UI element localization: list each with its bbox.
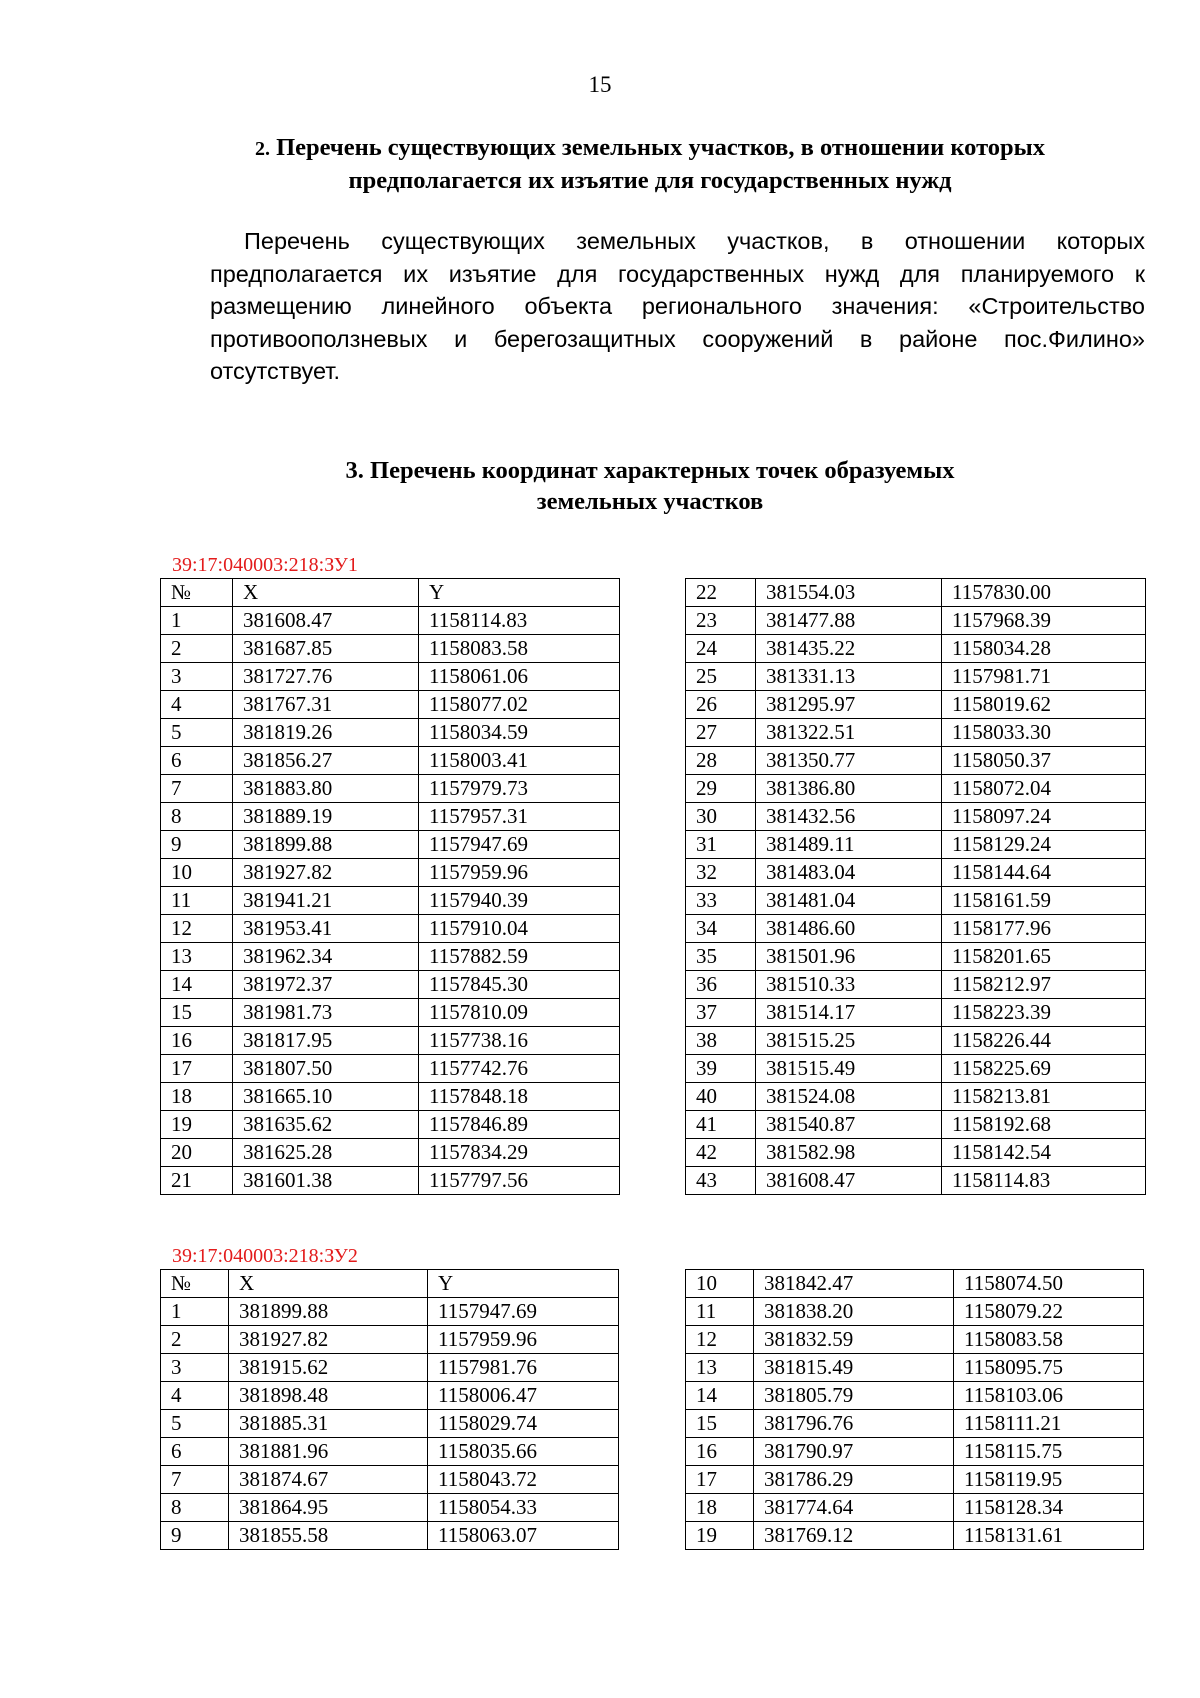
y-coordinate-cell: 1157845.30 — [419, 971, 620, 999]
x-coordinate-cell: 381515.25 — [756, 1027, 942, 1055]
table-row — [161, 719, 620, 747]
x-coordinate-cell: 381899.88 — [233, 831, 419, 859]
table-row — [686, 1382, 1144, 1410]
y-coordinate-cell: 1157981.76 — [428, 1354, 619, 1382]
x-coordinate-cell: 381898.48 — [229, 1382, 428, 1410]
y-coordinate-cell: 1158097.24 — [942, 803, 1146, 831]
point-number-cell: 43 — [686, 1167, 756, 1195]
x-coordinate-cell: 381953.41 — [233, 915, 419, 943]
point-number-cell: 1 — [161, 1298, 229, 1326]
table-row — [161, 1167, 620, 1195]
point-number-cell: 3 — [161, 663, 233, 691]
point-number-cell: 4 — [161, 1382, 229, 1410]
table-row — [161, 971, 620, 999]
table-row — [686, 1326, 1144, 1354]
y-coordinate-cell: 1157797.56 — [419, 1167, 620, 1195]
point-number-cell: 24 — [686, 635, 756, 663]
x-coordinate-cell: 381874.67 — [229, 1466, 428, 1494]
x-coordinate-cell: 381767.31 — [233, 691, 419, 719]
x-coordinate-cell: 381815.49 — [754, 1354, 954, 1382]
table-row — [686, 1522, 1144, 1550]
y-coordinate-cell: 1158226.44 — [942, 1027, 1146, 1055]
point-number-cell: 29 — [686, 775, 756, 803]
x-coordinate-cell: 381838.20 — [754, 1298, 954, 1326]
y-coordinate-cell: 1158050.37 — [942, 747, 1146, 775]
x-coordinate-cell: 381582.98 — [756, 1139, 942, 1167]
section-3-title — [160, 455, 1140, 517]
point-number-cell: 16 — [686, 1438, 754, 1466]
table-row — [686, 719, 1146, 747]
y-coordinate-cell: 1157830.00 — [942, 579, 1146, 607]
x-coordinate-cell: 381972.37 — [233, 971, 419, 999]
point-number-cell: 8 — [161, 1494, 229, 1522]
point-number-cell: 7 — [161, 1466, 229, 1494]
table-row — [686, 831, 1146, 859]
table-row — [686, 1270, 1144, 1298]
y-coordinate-cell: 1158034.28 — [942, 635, 1146, 663]
x-coordinate-cell: 381514.17 — [756, 999, 942, 1027]
y-coordinate-cell: 1158142.54 — [942, 1139, 1146, 1167]
y-coordinate-cell: 1158177.96 — [942, 915, 1146, 943]
point-number-cell: 17 — [686, 1466, 754, 1494]
x-coordinate-cell: 381435.22 — [756, 635, 942, 663]
point-number-cell: 22 — [686, 579, 756, 607]
point-number-cell: 6 — [161, 1438, 229, 1466]
section-3-title-line1: 3. Перечень координат характерных точек образуемых — [345, 457, 955, 484]
table-row — [161, 1382, 619, 1410]
point-number-cell: 11 — [161, 887, 233, 915]
table-row — [161, 1494, 619, 1522]
y-coordinate-cell: 1158061.06 — [419, 663, 620, 691]
y-coordinate-cell: 1158083.58 — [419, 635, 620, 663]
table-row — [686, 775, 1146, 803]
point-number-cell: 35 — [686, 943, 756, 971]
point-number-cell: 36 — [686, 971, 756, 999]
x-coordinate-cell: 381774.64 — [754, 1494, 954, 1522]
table-row — [161, 1522, 619, 1550]
x-coordinate-cell: 381331.13 — [756, 663, 942, 691]
coordinate-table-left — [160, 578, 620, 1195]
column-header: № — [161, 1270, 229, 1298]
y-coordinate-cell: 1157742.76 — [419, 1055, 620, 1083]
point-number-cell: 26 — [686, 691, 756, 719]
point-number-cell: 4 — [161, 691, 233, 719]
y-coordinate-cell: 1158128.34 — [954, 1494, 1144, 1522]
x-coordinate-cell: 381796.76 — [754, 1410, 954, 1438]
y-coordinate-cell: 1158213.81 — [942, 1083, 1146, 1111]
point-number-cell: 33 — [686, 887, 756, 915]
section-3-title-line2: земельных участков — [536, 488, 764, 515]
section-2-title-line1: Перечень существующих земельных участков, в отношении которых — [276, 134, 1046, 161]
point-number-cell: 7 — [161, 775, 233, 803]
x-coordinate-cell: 381524.08 — [756, 1083, 942, 1111]
point-number-cell: 9 — [161, 1522, 229, 1550]
point-number-cell: 30 — [686, 803, 756, 831]
x-coordinate-cell: 381481.04 — [756, 887, 942, 915]
y-coordinate-cell: 1158033.30 — [942, 719, 1146, 747]
column-header: X — [229, 1270, 428, 1298]
table-row — [686, 1410, 1144, 1438]
x-coordinate-cell: 381501.96 — [756, 943, 942, 971]
y-coordinate-cell: 1157940.39 — [419, 887, 620, 915]
x-coordinate-cell: 381432.56 — [756, 803, 942, 831]
point-number-cell: 23 — [686, 607, 756, 635]
x-coordinate-cell: 381515.49 — [756, 1055, 942, 1083]
page-number: 15 — [588, 72, 612, 97]
table-row — [161, 1410, 619, 1438]
y-coordinate-cell: 1158201.65 — [942, 943, 1146, 971]
y-coordinate-cell: 1157947.69 — [419, 831, 620, 859]
table-row — [686, 915, 1146, 943]
table-row — [161, 747, 620, 775]
x-coordinate-cell: 381601.38 — [233, 1167, 419, 1195]
table-row — [686, 1466, 1144, 1494]
table-row — [161, 999, 620, 1027]
y-coordinate-cell: 1158034.59 — [419, 719, 620, 747]
x-coordinate-cell: 381885.31 — [229, 1410, 428, 1438]
table-row — [161, 859, 620, 887]
y-coordinate-cell: 1157834.29 — [419, 1139, 620, 1167]
y-coordinate-cell: 1157959.96 — [428, 1326, 619, 1354]
x-coordinate-cell: 381540.87 — [756, 1111, 942, 1139]
point-number-cell: 14 — [161, 971, 233, 999]
point-number-cell: 37 — [686, 999, 756, 1027]
table-row — [161, 663, 620, 691]
point-number-cell: 38 — [686, 1027, 756, 1055]
x-coordinate-cell: 381805.79 — [754, 1382, 954, 1410]
table-row — [686, 1167, 1146, 1195]
x-coordinate-cell: 381889.19 — [233, 803, 419, 831]
x-coordinate-cell: 381727.76 — [233, 663, 419, 691]
y-coordinate-cell: 1157846.89 — [419, 1111, 620, 1139]
x-coordinate-cell: 381915.62 — [229, 1354, 428, 1382]
table-row — [686, 1111, 1146, 1139]
table-row — [686, 1027, 1146, 1055]
y-coordinate-cell: 1157738.16 — [419, 1027, 620, 1055]
x-coordinate-cell: 381386.80 — [756, 775, 942, 803]
column-header: Y — [419, 579, 620, 607]
section-2-paragraph: Перечень существующих земельных участков, в отношении которых предполагается их изъятие для государственных нужд для планируемого к размещению линейного объекта регионального значения: «Строительство противооползневых и берегозащитных сооружений в районе пос.Филино» отсутствует. — [210, 228, 1145, 384]
point-number-cell: 5 — [161, 1410, 229, 1438]
table-row — [161, 1438, 619, 1466]
x-coordinate-cell: 381665.10 — [233, 1083, 419, 1111]
point-number-cell: 18 — [686, 1494, 754, 1522]
y-coordinate-cell: 1158225.69 — [942, 1055, 1146, 1083]
x-coordinate-cell: 381350.77 — [756, 747, 942, 775]
y-coordinate-cell: 1157981.71 — [942, 663, 1146, 691]
x-coordinate-cell: 381832.59 — [754, 1326, 954, 1354]
x-coordinate-cell: 381842.47 — [754, 1270, 954, 1298]
point-number-cell: 8 — [161, 803, 233, 831]
x-coordinate-cell: 381687.85 — [233, 635, 419, 663]
x-coordinate-cell: 381856.27 — [233, 747, 419, 775]
point-number-cell: 16 — [161, 1027, 233, 1055]
point-number-cell: 20 — [161, 1139, 233, 1167]
x-coordinate-cell: 381486.60 — [756, 915, 942, 943]
point-number-cell: 40 — [686, 1083, 756, 1111]
table-row — [686, 1438, 1144, 1466]
table-row — [686, 971, 1146, 999]
point-number-cell: 12 — [161, 915, 233, 943]
y-coordinate-cell: 1158095.75 — [954, 1354, 1144, 1382]
section-2-title-line2: предполагается их изъятие для государственных нужд — [348, 167, 952, 194]
y-coordinate-cell: 1157959.96 — [419, 859, 620, 887]
table-header-row — [161, 1270, 619, 1298]
column-header: Y — [428, 1270, 619, 1298]
x-coordinate-cell: 381769.12 — [754, 1522, 954, 1550]
table-row — [161, 831, 620, 859]
y-coordinate-cell: 1158054.33 — [428, 1494, 619, 1522]
x-coordinate-cell: 381625.28 — [233, 1139, 419, 1167]
y-coordinate-cell: 1158114.83 — [419, 607, 620, 635]
point-number-cell: 28 — [686, 747, 756, 775]
x-coordinate-cell: 381489.11 — [756, 831, 942, 859]
point-number-cell: 19 — [161, 1111, 233, 1139]
point-number-cell: 39 — [686, 1055, 756, 1083]
table-row — [161, 943, 620, 971]
column-header: № — [161, 579, 233, 607]
y-coordinate-cell: 1157957.31 — [419, 803, 620, 831]
y-coordinate-cell: 1158119.95 — [954, 1466, 1144, 1494]
point-number-cell: 13 — [161, 943, 233, 971]
point-number-cell: 12 — [686, 1326, 754, 1354]
table-row — [161, 1466, 619, 1494]
x-coordinate-cell: 381477.88 — [756, 607, 942, 635]
point-number-cell: 3 — [161, 1354, 229, 1382]
x-coordinate-cell: 381864.95 — [229, 1494, 428, 1522]
x-coordinate-cell: 381962.34 — [233, 943, 419, 971]
y-coordinate-cell: 1157910.04 — [419, 915, 620, 943]
point-number-cell: 27 — [686, 719, 756, 747]
table-row — [686, 999, 1146, 1027]
y-coordinate-cell: 1157882.59 — [419, 943, 620, 971]
coordinate-table-left — [160, 1269, 619, 1550]
y-coordinate-cell: 1158161.59 — [942, 887, 1146, 915]
table-row — [161, 691, 620, 719]
point-number-cell: 19 — [686, 1522, 754, 1550]
table-row — [161, 775, 620, 803]
y-coordinate-cell: 1157979.73 — [419, 775, 620, 803]
point-number-cell: 41 — [686, 1111, 756, 1139]
point-number-cell: 2 — [161, 635, 233, 663]
point-number-cell: 21 — [161, 1167, 233, 1195]
y-coordinate-cell: 1158072.04 — [942, 775, 1146, 803]
y-coordinate-cell: 1158111.21 — [954, 1410, 1144, 1438]
table-row — [686, 663, 1146, 691]
point-number-cell: 15 — [686, 1410, 754, 1438]
table-row — [686, 1055, 1146, 1083]
table-row — [161, 607, 620, 635]
table-row — [161, 1083, 620, 1111]
table-row — [161, 1326, 619, 1354]
x-coordinate-cell: 381883.80 — [233, 775, 419, 803]
table-row — [686, 1354, 1144, 1382]
x-coordinate-cell: 381554.03 — [756, 579, 942, 607]
table-row — [161, 1354, 619, 1382]
point-number-cell: 18 — [161, 1083, 233, 1111]
point-number-cell: 5 — [161, 719, 233, 747]
y-coordinate-cell: 1158083.58 — [954, 1326, 1144, 1354]
y-coordinate-cell: 1158035.66 — [428, 1438, 619, 1466]
y-coordinate-cell: 1158115.75 — [954, 1438, 1144, 1466]
y-coordinate-cell: 1158212.97 — [942, 971, 1146, 999]
x-coordinate-cell: 381881.96 — [229, 1438, 428, 1466]
x-coordinate-cell: 381807.50 — [233, 1055, 419, 1083]
point-number-cell: 32 — [686, 859, 756, 887]
table-row — [686, 803, 1146, 831]
table-row — [161, 915, 620, 943]
point-number-cell: 9 — [161, 831, 233, 859]
column-header: X — [233, 579, 419, 607]
y-coordinate-cell: 1157810.09 — [419, 999, 620, 1027]
section-2-number: 2. — [254, 138, 270, 160]
y-coordinate-cell: 1158074.50 — [954, 1270, 1144, 1298]
plot-label: 39:17:040003:218:ЗУ2 — [172, 1245, 358, 1267]
table-row — [161, 1111, 620, 1139]
coordinate-table-right — [685, 1269, 1144, 1550]
x-coordinate-cell: 381295.97 — [756, 691, 942, 719]
y-coordinate-cell: 1158114.83 — [942, 1167, 1146, 1195]
table-row — [161, 1139, 620, 1167]
point-number-cell: 34 — [686, 915, 756, 943]
y-coordinate-cell: 1158103.06 — [954, 1382, 1144, 1410]
y-coordinate-cell: 1157968.39 — [942, 607, 1146, 635]
x-coordinate-cell: 381608.47 — [756, 1167, 942, 1195]
y-coordinate-cell: 1158029.74 — [428, 1410, 619, 1438]
y-coordinate-cell: 1158019.62 — [942, 691, 1146, 719]
point-number-cell: 10 — [686, 1270, 754, 1298]
table-row — [161, 887, 620, 915]
table-row — [161, 1027, 620, 1055]
point-number-cell: 13 — [686, 1354, 754, 1382]
x-coordinate-cell: 381817.95 — [233, 1027, 419, 1055]
plot-label: 39:17:040003:218:ЗУ1 — [172, 554, 358, 576]
x-coordinate-cell: 381855.58 — [229, 1522, 428, 1550]
y-coordinate-cell: 1158223.39 — [942, 999, 1146, 1027]
table-row — [161, 635, 620, 663]
point-number-cell: 2 — [161, 1326, 229, 1354]
table-row — [161, 1298, 619, 1326]
table-row — [686, 691, 1146, 719]
point-number-cell: 25 — [686, 663, 756, 691]
y-coordinate-cell: 1158003.41 — [419, 747, 620, 775]
point-number-cell: 14 — [686, 1382, 754, 1410]
x-coordinate-cell: 381635.62 — [233, 1111, 419, 1139]
table-row — [686, 747, 1146, 775]
table-row — [686, 943, 1146, 971]
table-row — [686, 635, 1146, 663]
y-coordinate-cell: 1157947.69 — [428, 1298, 619, 1326]
table-row — [686, 1083, 1146, 1111]
x-coordinate-cell: 381483.04 — [756, 859, 942, 887]
y-coordinate-cell: 1158063.07 — [428, 1522, 619, 1550]
y-coordinate-cell: 1158131.61 — [954, 1522, 1144, 1550]
x-coordinate-cell: 381608.47 — [233, 607, 419, 635]
x-coordinate-cell: 381941.21 — [233, 887, 419, 915]
point-number-cell: 10 — [161, 859, 233, 887]
table-row — [686, 859, 1146, 887]
y-coordinate-cell: 1157848.18 — [419, 1083, 620, 1111]
x-coordinate-cell: 381322.51 — [756, 719, 942, 747]
y-coordinate-cell: 1158077.02 — [419, 691, 620, 719]
x-coordinate-cell: 381790.97 — [754, 1438, 954, 1466]
table-row — [686, 607, 1146, 635]
point-number-cell: 17 — [161, 1055, 233, 1083]
table-row — [686, 579, 1146, 607]
section-2-title — [160, 132, 1140, 196]
x-coordinate-cell: 381786.29 — [754, 1466, 954, 1494]
point-number-cell: 42 — [686, 1139, 756, 1167]
point-number-cell: 1 — [161, 607, 233, 635]
point-number-cell: 6 — [161, 747, 233, 775]
y-coordinate-cell: 1158006.47 — [428, 1382, 619, 1410]
x-coordinate-cell: 381899.88 — [229, 1298, 428, 1326]
y-coordinate-cell: 1158079.22 — [954, 1298, 1144, 1326]
table-row — [161, 803, 620, 831]
point-number-cell: 31 — [686, 831, 756, 859]
table-row — [686, 1298, 1144, 1326]
y-coordinate-cell: 1158043.72 — [428, 1466, 619, 1494]
point-number-cell: 11 — [686, 1298, 754, 1326]
y-coordinate-cell: 1158144.64 — [942, 859, 1146, 887]
coordinate-table-right — [685, 578, 1146, 1195]
table-row — [686, 887, 1146, 915]
table-row — [686, 1139, 1146, 1167]
table-row — [161, 1055, 620, 1083]
point-number-cell: 15 — [161, 999, 233, 1027]
y-coordinate-cell: 1158192.68 — [942, 1111, 1146, 1139]
x-coordinate-cell: 381510.33 — [756, 971, 942, 999]
y-coordinate-cell: 1158129.24 — [942, 831, 1146, 859]
x-coordinate-cell: 381981.73 — [233, 999, 419, 1027]
x-coordinate-cell: 381927.82 — [233, 859, 419, 887]
table-header-row — [161, 579, 620, 607]
x-coordinate-cell: 381927.82 — [229, 1326, 428, 1354]
table-row — [686, 1494, 1144, 1522]
x-coordinate-cell: 381819.26 — [233, 719, 419, 747]
